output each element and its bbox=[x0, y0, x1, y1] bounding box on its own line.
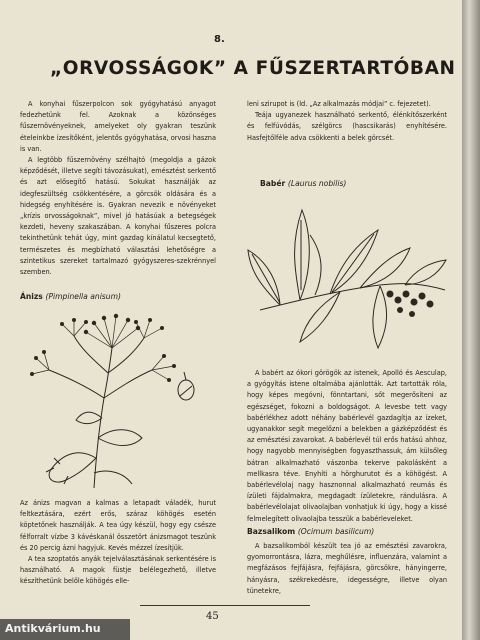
right-top-paragraph-2: Teája ugyanezek használható serkentő, élénkítőszerként és felfúvódás, szélgörcs (hascsikarás) enyhítésére. Hasfejtőlféle adva csökkenti a belek görcsét. bbox=[247, 110, 447, 142]
anisz-text bbox=[20, 497, 216, 587]
page-number: 45 bbox=[206, 611, 219, 622]
page-title: „ORVOSSÁGOK” A FŰSZERTARTÓBAN bbox=[50, 58, 456, 79]
intro-paragraph-2: A legtöbb fűszernövény szélhajtó (megoldja a gázok képződését, illetve segíti távozásukat), emésztést serkentő és azt elősegítő hatású. Sokukat használják az idegfeszültség csökkentésére, a görcsök oldására és a hidegség enyhítésére is. Gyakran nevezik e növényeket „krízis orvosságoknak”, mivel jó hatásúak a betegségek kezdeti, heveny szakaszában. A konyhai fűszeres polcra tekinthetünk tehát úgy, mint gazdag kínálatul kecsegtető, természetes és megbízható választási lehetőségre a szintetikus szereket tartalmazó gyógyszeres-szekrénnyel szemben. bbox=[20, 155, 216, 277]
footer-divider bbox=[140, 605, 310, 606]
right-top-paragraph-1: leni szirupot is (ld. „Az alkalmazás módjai” c. fejezetet). bbox=[247, 99, 431, 108]
baber-name: Babér bbox=[260, 179, 286, 188]
intro-paragraph-1: A konyhai fűszerpolcon sok gyógyhatású anyagot fedezhetünk fel. Azoknak a közönséges fűszernövényeknek, amelyeket oly gyakran teszünk ételeinkbe ízesítőként, jelentős gyógyhatása, orvosi haszna is van. bbox=[20, 99, 216, 153]
bazsalikom-name: Bazsalikom bbox=[247, 527, 296, 536]
watermark: Antikvárium.hu bbox=[0, 619, 130, 640]
anisz-heading bbox=[20, 292, 121, 301]
chapter-number: 8. bbox=[214, 34, 225, 45]
baber-heading bbox=[260, 179, 346, 188]
baber-latin: (Laurus nobilis) bbox=[287, 179, 347, 188]
anise-illustration bbox=[24, 308, 216, 493]
baber-text bbox=[247, 367, 447, 524]
intro-text bbox=[20, 98, 216, 277]
bazsalikom-paragraph-1: A bazsalikomból készült tea jó az emésztési zavarokra, gyomorrontásra, lázra, meghűlésre, influenzára, valamint a megfázásos fejfájásra, fejfájásra, görcsökre, hányingerre, hányásra, székrekedésre, idegességre, illetve olyan tünetekre, bbox=[247, 541, 447, 595]
laurel-illustration bbox=[240, 190, 452, 360]
book-spine bbox=[462, 0, 480, 640]
anisz-continued-text bbox=[247, 98, 447, 143]
anisz-latin: (Pimpinella anisum) bbox=[45, 292, 121, 301]
anisz-name: Ánizs bbox=[20, 292, 43, 301]
anisz-paragraph-1: Az ánizs magvan a kalmas a letapadt váladék, hurut feltkeztására, ezért erős, száraz köhögés esetén köptetőnek használják. A tea úgy készül, hogy egy csésze félforralt vízbe 3 kávéskanál összetört ánizsmagot teszünk és 20 percig ázni hagyjuk. Kevés mézzel ízesítjük. bbox=[20, 498, 216, 552]
bazsalikom-text bbox=[247, 540, 447, 596]
bazsalikom-latin: (Ocimum basilicum) bbox=[297, 527, 375, 536]
bazsalikom-heading bbox=[247, 527, 374, 536]
baber-paragraph-1: A babért az ókori görögök az istenek, Apolló és Aesculap, a gyógyítás istene oltalmába ajánlották. Azt tartották róla, hogy képes megóvni, fönntartani, sőt megerősíteni az egészséget, fokozni a boldogságot. A levesbe tett vagy babérlékhez adott néhány babérlevél gazdagítja az ízeket, ugyanakkor segít megelőzni a belekben a gázképződést és az emésztési zavarokat. A babérlevél túl erős hatású ahhoz, hogy nagyobb mennyiségben fogyaszthassuk, ám külsőleg bátran alkalmazható vászonba tekerve pakolásként a mellkasra téve. Enyhíti a hörghurutot és a köhögést. A babérlevélolaj nagy hasznonnal alkalmazható reumás és ízületi fájdalmakra, megdagadt ízületekre, rándulásra. A babérlevélolajat olivaolajban vonhatjuk ki úgy, hogy a kissé felmelegített olivaolajba tesszük a babérleveleket. bbox=[247, 368, 447, 523]
anisz-paragraph-2: A tea szoptatós anyák tejelválasztásának serkentésére is használható. A magok füstje belélegezhető, illetve készíthetünk belőle köhögés elle- bbox=[20, 554, 216, 586]
